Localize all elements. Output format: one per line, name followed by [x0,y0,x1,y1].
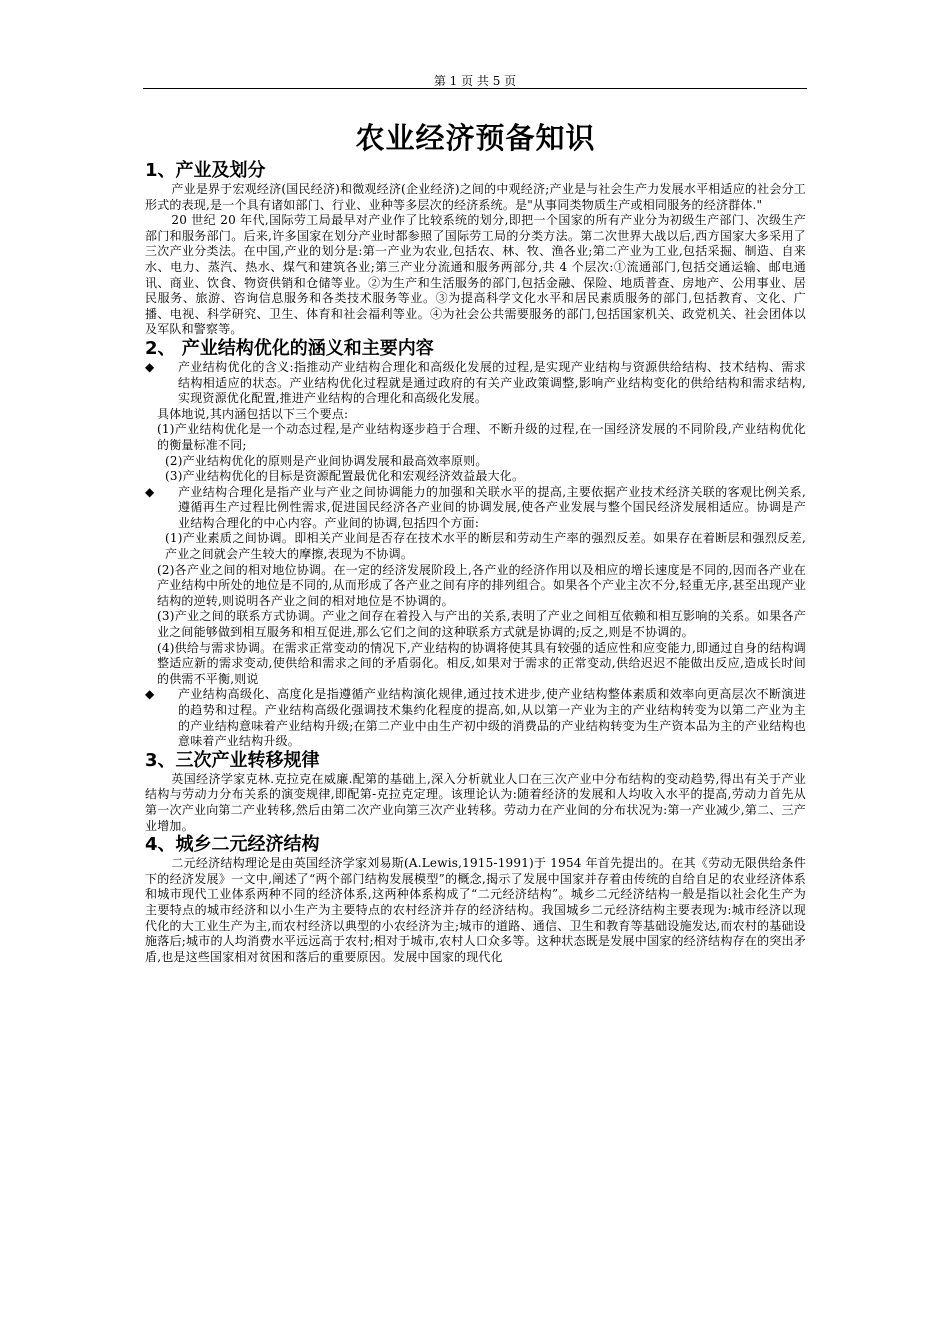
bullet-item [145,687,806,749]
section-heading-3: 3、三次产业转移规律 [145,749,320,771]
bullet-diamond-icon: ◆ [145,484,155,499]
list-item: (3)产业之间的联系方式协调。产业之间存在着投入与产出的关系,表明了产业之间相互依赖和相互影响的关系。如果各产业之间能够做到相互服务和相互促进,那么它们之间的这种联系方式就是协调的;反之,则是不协调的。 [157,609,806,640]
bullet-diamond-icon: ◆ [145,687,155,702]
section-heading-1: 1、产业及划分 [145,160,266,181]
document-body [145,118,806,965]
list-item: (2)产业结构优化的原则是产业间协调发展和最高效率原则。 [165,453,488,468]
page-header: 第 1 页 共 5 页 [433,74,517,88]
paragraph: 产业是界于宏观经济(国民经济)和微观经济(企业经济)之间的中观经济;产业是与社会生产力发展水平相适应的社会分工形式的表现,是一个具有诸如部门、行业、业种等多层次的经济系统。是"从事同类物质生产或相同服务的经济群体." [145,182,806,212]
bullet-text: 产业结构合理化是指产业与产业之间协调能力的加强和关联水平的提高,主要依据产业技术经济关联的客观比例关系,遵循再生产过程比例性需求,促进国民经济各产业间的协调发展,使各产业发展与整个国民经济发展相适应。协调是产业结构合理化的中心内容。产业间的协调,包括四个方面: [178,484,806,530]
paragraph: 具体地说,其内涵包括以下三个要点: [157,406,349,421]
section-heading-4: 4、城乡二元经济结构 [145,834,320,856]
paragraph: 二元经济结构理论是由英国经济学家刘易斯(A.Lewis,1915-1991)于 1954 年首先提出的。在其《劳动无限供给条件下的经济发展》一文中,阐述了“两个部门结构发展模型”的概念,揭示了发展中国家并存着由传统的自给自足的农业经济体系和城市现代工业体系两种不同的经济体系,这两种体系构成了“二元经济结构”。城乡二元经济结构一般是指以社会化生产为主要特点的城市经济和以小生产为主要特点的农村经济并存的经济结构。我国城乡二元经济结构主要表现为:城市经济以现代化的大工业生产为主,而农村经济以典型的小农经济为主;城市的道路、通信、卫生和教育等基础设施发达,而农村的基础设施落后;城市的人均消费水平远远高于农村;相对于城市,农村人口众多等。这种状态既是发展中国家的经济结构存在的突出矛盾,也是这些国家相对贫困和落后的重要原因。发展中国家的现代化 [145,856,806,964]
header-divider [143,88,807,89]
list-item: (2)各产业之间的相对地位协调。在一定的经济发展阶段上,各产业的经济作用以及相应的增长速度是不同的,因而各产业在产业结构中所处的地位是不同的,从而形成了各产业之间有序的排列组合。如果各个产业主次不分,轻重无序,甚至出现产业结构的逆转,则说明各产业之间的相对地位是不协调的。 [157,562,806,608]
list-item: (1)产业结构优化是一个动态过程,是产业结构逐步趋于合理、不断升级的过程,在一国经济发展的不同阶段,产业结构优化的衡量标准不同; [157,422,806,452]
bullet-text: 产业结构优化的含义:指推动产业结构合理化和高级化发展的过程,是实现产业结构与资源供给结构、技术结构、需求结构相适应的状态。产业结构优化过程就是通过政府的有关产业政策调整,影响产业结构变化的供给结构和需求结构,实现资源优化配置,推进产业结构的合理化和高级化发展。 [178,359,806,406]
bullet-text: 产业结构高级化、高度化是指遵循产业结构演化规律,通过技术进步,使产业结构整体素质和效率向更高层次不断演进的趋势和过程。产业结构高级化强调技术集约化程度的提高,如,从以第一产业为主的产业结构转变为以第二产业为主的产业结构意味着产业结构升级;在第二产业中由生产初中级的消费品的产业结构转变为生产资本品为主的产业结构也意味着产业结构升级。 [178,687,806,749]
list-item: (3)产业结构优化的目标是资源配置最优化和宏观经济效益最大化。 [165,469,525,484]
bullet-item [145,360,806,407]
bullet-item [145,485,806,532]
paragraph: 20 世纪 20 年代,国际劳工局最早对产业作了比较系统的划分,即把一个国家的所有产业分为初级生产部门、次级生产部门和服务部门。后来,许多国家在划分产业时都参照了国际劳工局的分类方法。第二次世界大战以后,西方国家大多采用了三次产业分类法。在中国,产业的划分是:第一产业为农业,包括农、林、牧、渔各业;第二产业为工业,包括采掘、制造、自来水、电力、蒸汽、热水、煤气和建筑各业;第三产业分流通和服务两部分,共 4 个层次:①流通部门,包括交通运输、邮电通讯、商业、饮食、物资供销和仓储等业。②为生产和生活服务的部门,包括金融、保险、地质普查、房地产、公用事业、居民服务、旅游、咨询信息服务和各类技术服务等业。③为提高科学文化水平和居民素质服务的部门,包括教育、文化、广播、电视、科学研究、卫生、体育和社会福利等业。④为社会公共需要服务的部门,包括国家机关、政党机关、社会团体以及军队和警察等。 [145,213,806,337]
document-title: 农业经济预备知识 [355,121,596,155]
list-item: (1)产业素质之间协调。即相关产业间是否存在技术水平的断层和劳动生产率的强烈反差。如果存在着断层和强烈反差,产业之间就会产生较大的摩擦,表现为不协调。 [165,531,806,562]
paragraph: 英国经济学家克林.克拉克在威廉.配第的基础上,深入分析就业人口在三次产业中分布结构的变动趋势,得出有关于产业结构与劳动力分布关系的演变规律,即配第-克拉克定理。该理论认为:随着经济的发展和人均收入水平的提高,劳动力首先从第一次产业向第二产业转移,然后由第二次产业向第三次产业转移。劳动力在产业间的分布状况为:第一产业减少,第二、三产业增加。 [145,771,806,833]
bullet-diamond-icon: ◆ [145,359,155,374]
list-item: (4)供给与需求协调。在需求正常变动的情况下,产业结构的协调将使其具有较强的适应性和应变能力,即通过自身的结构调整适应新的需求变动,使供给和需求之间的矛盾弱化。相反,如果对于需求的正常变动,供给迟迟不能做出反应,造成长时间的供需不平衡,则说 [157,640,806,686]
section-heading-2: 2、 产业结构优化的涵义和主要内容 [145,337,434,359]
